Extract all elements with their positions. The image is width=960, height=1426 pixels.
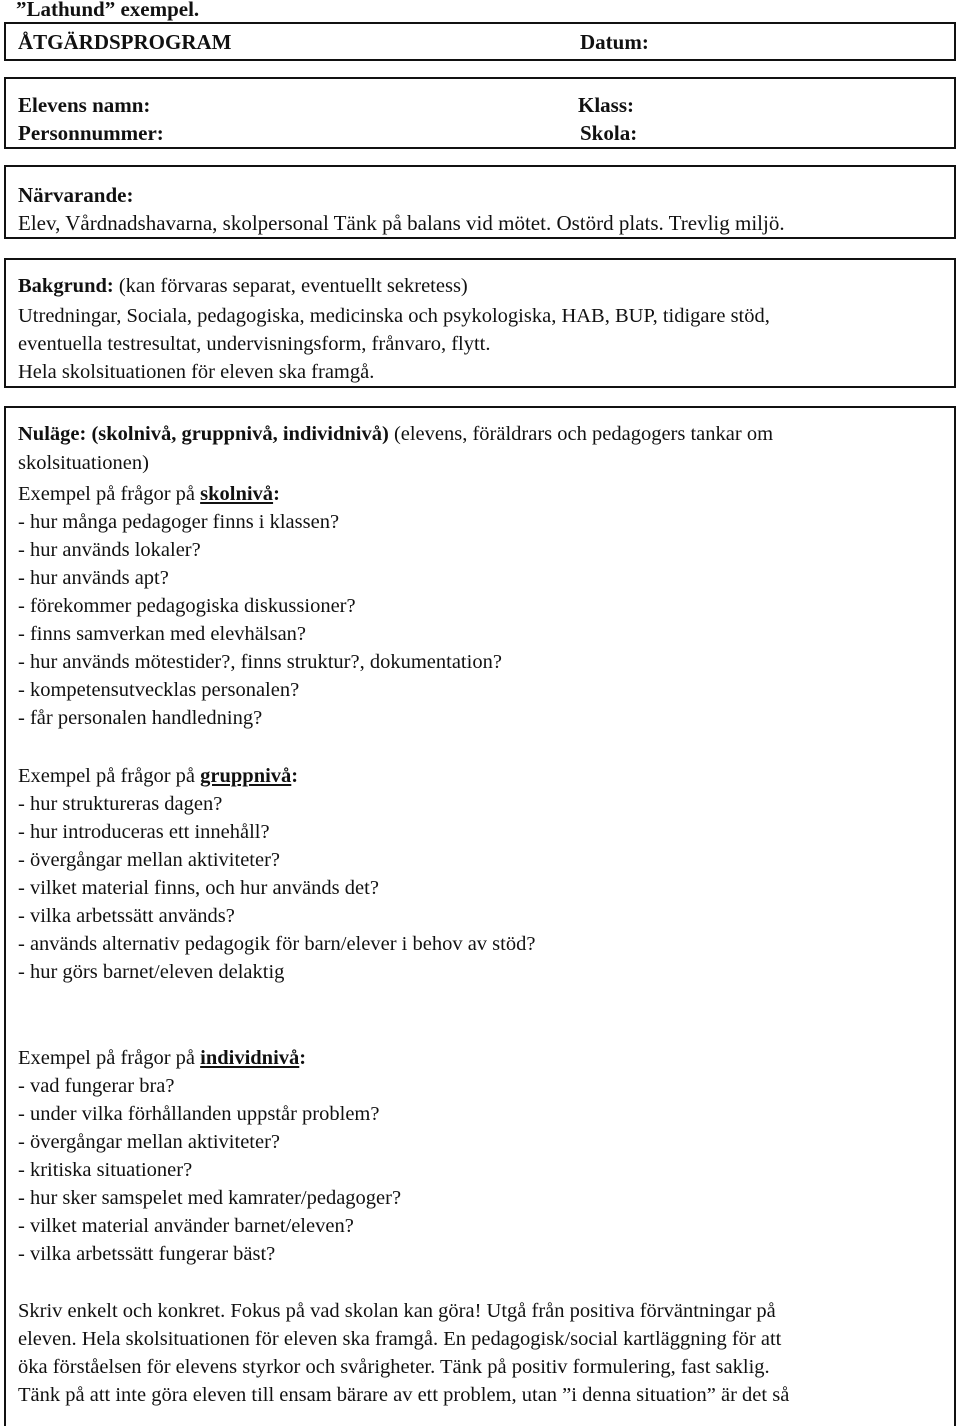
current-label: Nuläge: (skolnivå, gruppnivå, individnivå)	[18, 423, 389, 445]
list-item: - övergångar mellan aktiviteter?	[18, 849, 281, 871]
background-box	[4, 258, 956, 388]
list-item: - vilka arbetssätt fungerar bäst?	[18, 1243, 276, 1265]
class-label: Klass:	[578, 93, 635, 117]
attendees-box	[4, 165, 956, 239]
list-item: - hur introduceras ett innehåll?	[18, 821, 270, 843]
current-note: (elevens, föräldrars och pedagogers tankar om	[388, 423, 774, 445]
group-level-intro: Exempel på frågor på	[18, 765, 201, 787]
list-item: - får personalen handledning?	[18, 707, 263, 729]
current-situation-box	[4, 406, 956, 1426]
list-item: - hur görs barnet/eleven delaktig	[18, 961, 285, 983]
attendees-text: Elev, Vårdnadshavarna, skolpersonal Tänk på balans vid mötet. Ostörd plats. Trevlig miljö.	[18, 211, 785, 235]
background-label: Bakgrund:	[18, 275, 114, 297]
group-level-heading	[18, 762, 298, 790]
list-item: - kompetensutvecklas personalen?	[18, 679, 300, 701]
school-level-term: skolnivå	[200, 483, 274, 505]
group-level-colon: :	[291, 765, 299, 787]
list-item: - hur används lokaler?	[18, 539, 201, 561]
attendees-label: Närvarande:	[18, 183, 134, 207]
list-item: - hur sker samspelet med kamrater/pedagoger?	[18, 1187, 402, 1209]
individual-level-intro: Exempel på frågor på	[18, 1047, 201, 1069]
student-name-label: Elevens namn:	[18, 93, 151, 117]
background-line-3: Hela skolsituationen för eleven ska framgå.	[18, 361, 375, 383]
list-item: - används alternativ pedagogik för barn/elever i behov av stöd?	[18, 933, 536, 955]
closing-line-3: öka förståelsen för elevens styrkor och svårigheter. Tänk på positiv formulering, fast saklig.	[18, 1356, 770, 1378]
document-heading: ”Lathund” exempel.	[16, 0, 200, 21]
individual-level-colon: :	[299, 1047, 307, 1069]
list-item: - övergångar mellan aktiviteter?	[18, 1131, 281, 1153]
program-title: ÅTGÄRDSPROGRAM	[18, 30, 232, 54]
closing-line-2: eleven. Hela skolsituationen för eleven ska framgå. En pedagogisk/social kartläggning för att	[18, 1328, 782, 1350]
school-label: Skola:	[580, 121, 638, 145]
list-item: - förekommer pedagogiska diskussioner?	[18, 595, 356, 617]
closing-line-1: Skriv enkelt och konkret. Fokus på vad skolan kan göra! Utgå från positiva förväntningar på	[18, 1300, 776, 1322]
individual-level-term: individnivå	[200, 1047, 300, 1069]
list-item: - hur struktureras dagen?	[18, 793, 223, 815]
list-item: - vilket material använder barnet/eleven?	[18, 1215, 354, 1237]
group-level-term: gruppnivå	[200, 765, 292, 787]
school-level-colon: :	[273, 483, 280, 505]
background-line-2: eventuella testresultat, undervisningsform, frånvaro, flytt.	[18, 333, 491, 355]
personal-number-label: Personnummer:	[18, 121, 164, 145]
background-heading-line	[18, 272, 468, 300]
list-item: - hur används mötestider?, finns struktur?, dokumentation?	[18, 651, 502, 673]
background-note: (kan förvaras separat, eventuellt sekretess)	[113, 275, 468, 297]
list-item: - hur många pedagoger finns i klassen?	[18, 511, 340, 533]
school-level-heading	[18, 480, 280, 508]
school-level-intro: Exempel på frågor på	[18, 483, 201, 505]
list-item: - finns samverkan med elevhälsan?	[18, 623, 307, 645]
current-heading-line	[18, 420, 773, 448]
closing-line-4: Tänk på att inte göra eleven till ensam bärare av ett problem, utan ”i denna situation” är det så	[18, 1384, 790, 1406]
list-item: - kritiska situationer?	[18, 1159, 193, 1181]
individual-level-heading	[18, 1044, 306, 1072]
student-info-box	[4, 77, 956, 149]
list-item: - vad fungerar bra?	[18, 1075, 175, 1097]
list-item: - vilka arbetssätt används?	[18, 905, 235, 927]
list-item: - vilket material finns, och hur används det?	[18, 877, 379, 899]
date-label: Datum:	[580, 30, 649, 54]
list-item: - under vilka förhållanden uppstår problem?	[18, 1103, 380, 1125]
list-item: - hur används apt?	[18, 567, 169, 589]
background-line-1: Utredningar, Sociala, pedagogiska, medicinska och psykologiska, HAB, BUP, tidigare stöd,	[18, 305, 770, 327]
program-header-box	[4, 22, 956, 61]
current-note-line-2: skolsituationen)	[18, 452, 149, 474]
